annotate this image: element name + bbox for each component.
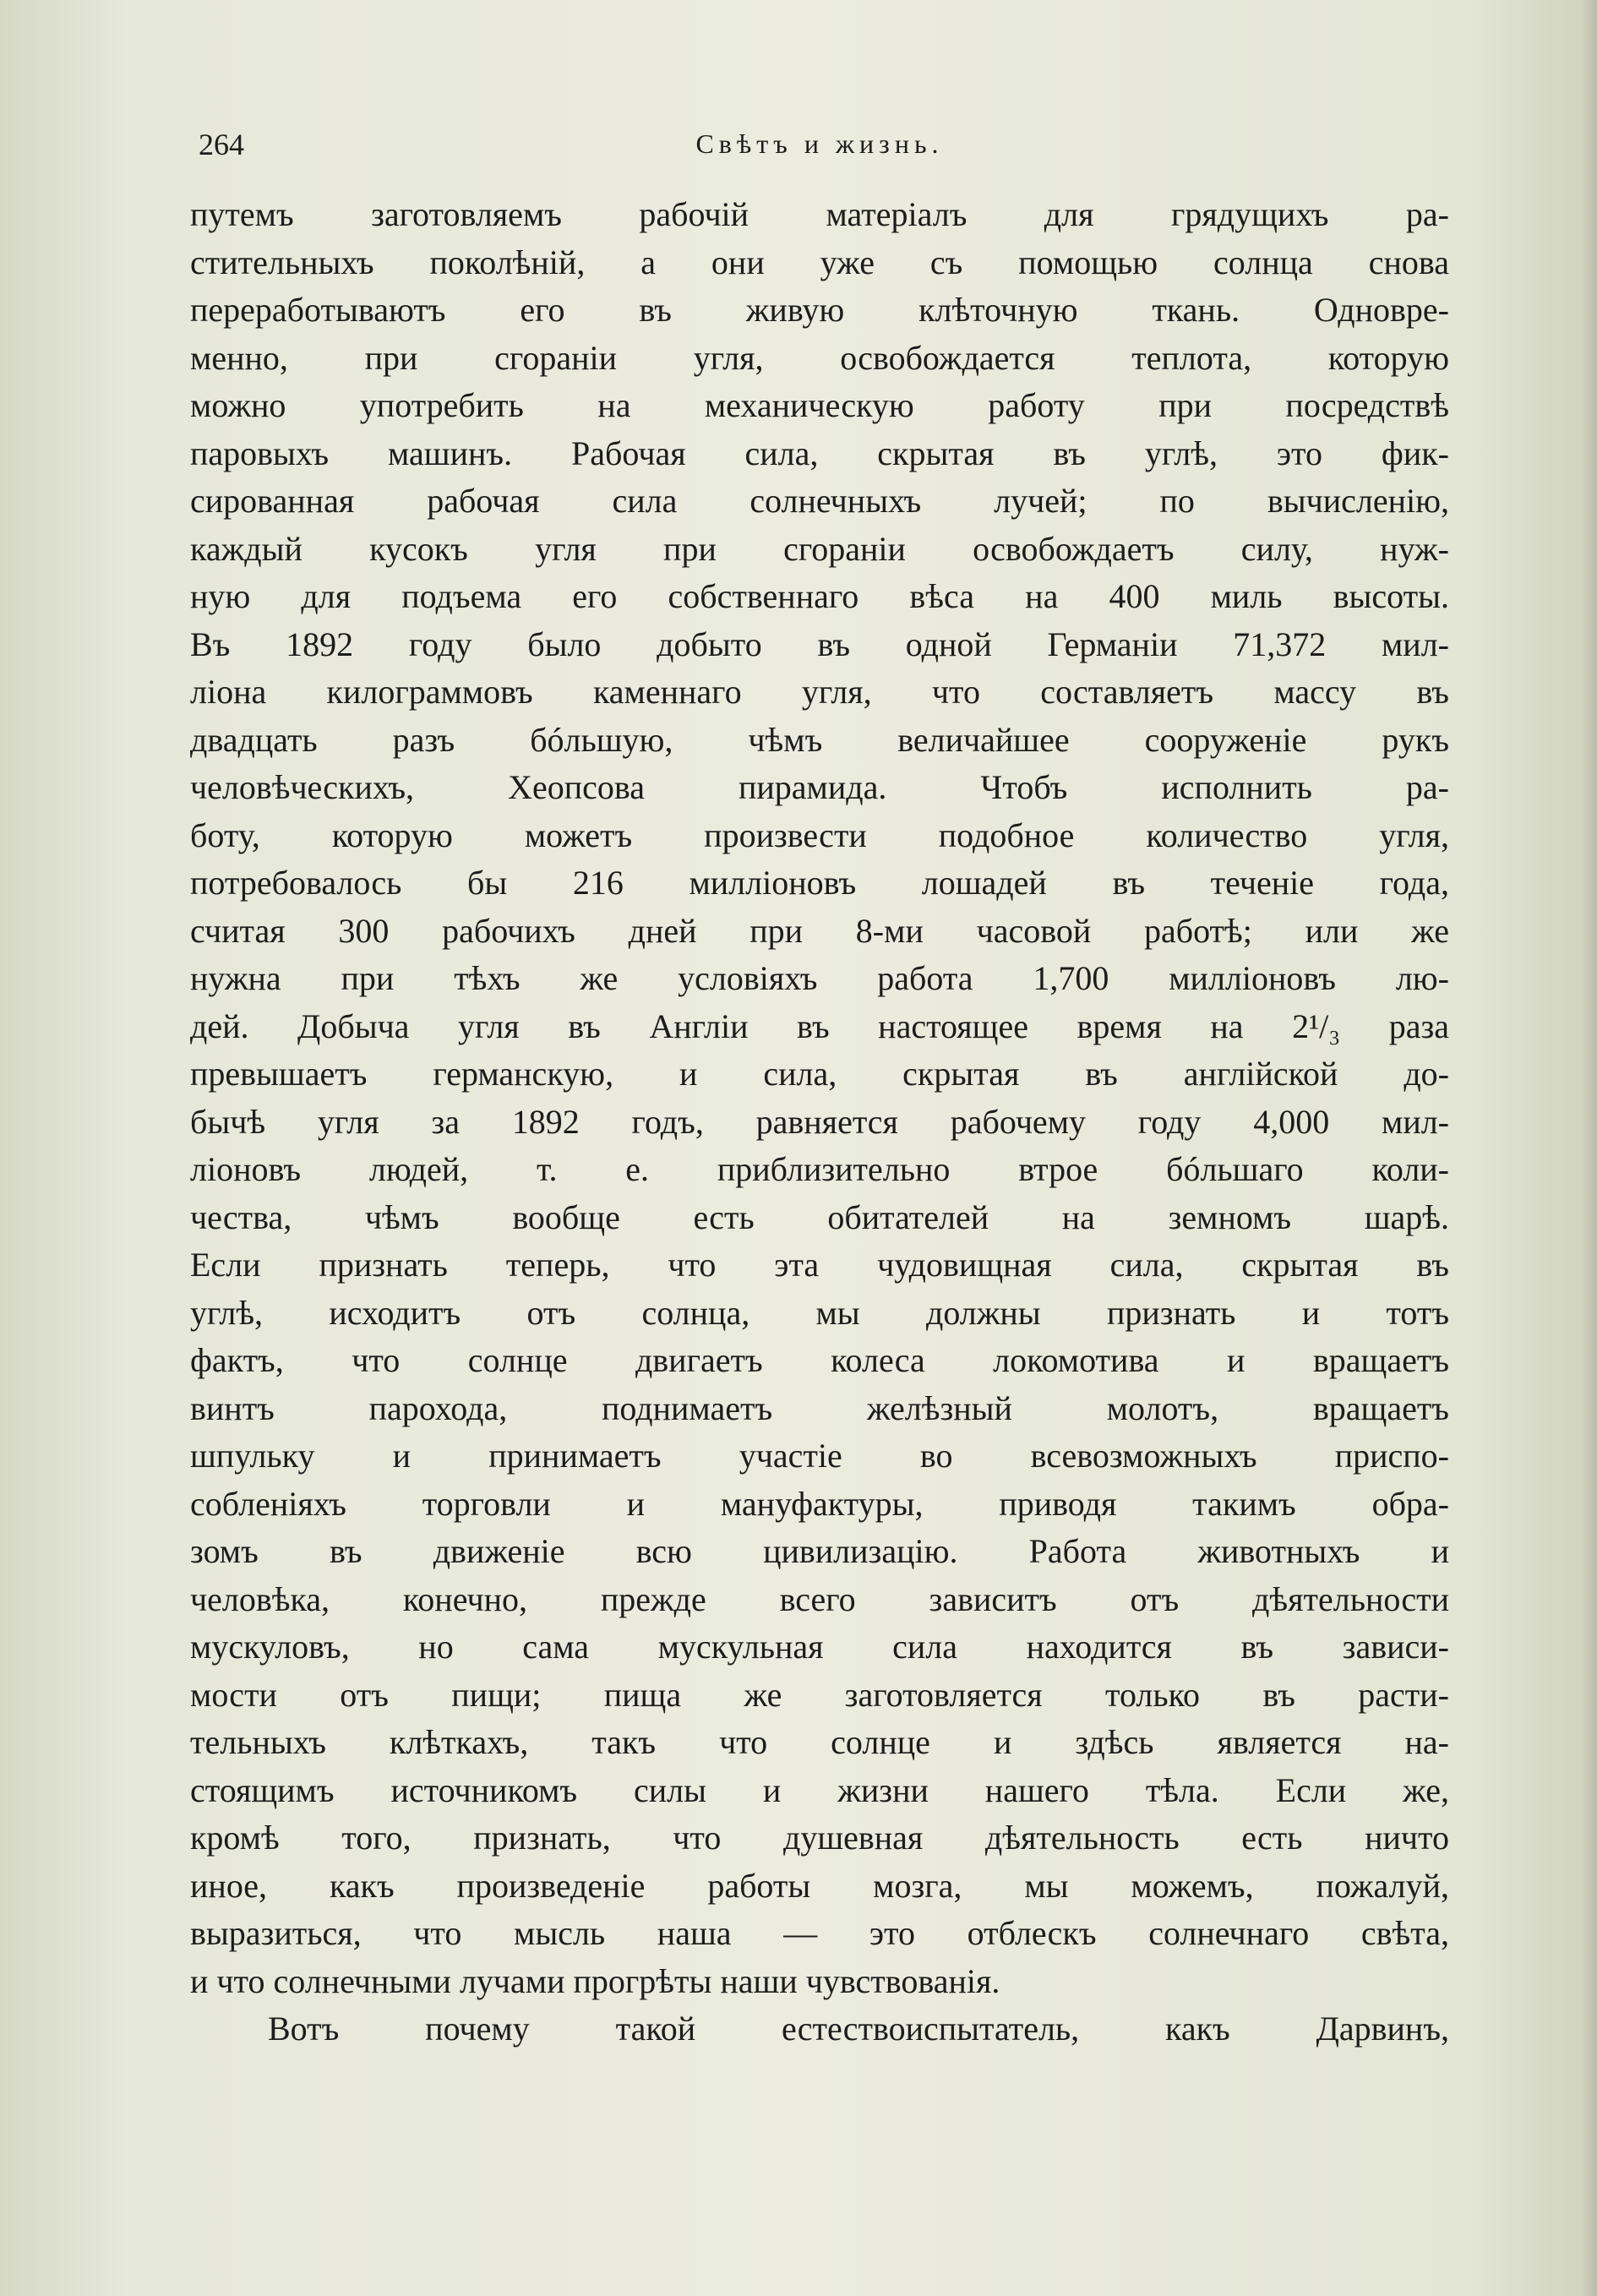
text-line: мости отъ пищи; пища же заготовляется только въ расти- bbox=[190, 1675, 1449, 1714]
text-line: стительныхъ поколѣній, а они уже съ помощью солнца снова bbox=[190, 243, 1449, 281]
text-line: ную для подъема его собственнаго вѣса на 400 миль высоты. bbox=[190, 577, 1449, 615]
text-line: человѣка, конечно, прежде всего зависитъ отъ дѣятельности bbox=[190, 1579, 1449, 1618]
text-line: шпульку и принимаетъ участіе во всевозможныхъ приспо- bbox=[190, 1437, 1449, 1475]
text-line: боту, которую можетъ произвести подобное количество угля, bbox=[190, 815, 1449, 854]
text-line: сированная рабочая сила солнечныхъ лучей; по вычисленію, bbox=[190, 482, 1449, 520]
body-text bbox=[190, 191, 1449, 2053]
text-line: паровыхъ машинъ. Рабочая сила, скрытая въ углѣ, это фик- bbox=[190, 434, 1449, 472]
text-line: дей. Добыча угля въ Англіи въ настоящее время на 2¹/₃ раза bbox=[190, 1006, 1449, 1045]
text-line: Если признать теперь, что эта чудовищная сила, скрытая въ bbox=[190, 1246, 1449, 1284]
text-line: выразиться, что мысль наша — это отблескъ солнечнаго свѣта, bbox=[190, 1914, 1449, 1952]
text-line: можно употребить на механическую работу при посредствѣ bbox=[190, 386, 1449, 424]
text-line: стоящимъ источникомъ силы и жизни нашего тѣла. Если же, bbox=[190, 1770, 1449, 1809]
running-head bbox=[199, 127, 1441, 169]
running-title: Свѣтъ и жизнь. bbox=[695, 128, 944, 159]
text-line: собленіяхъ торговли и мануфактуры, приводя такимъ обра- bbox=[190, 1484, 1449, 1523]
text-line: углѣ, исходитъ отъ солнца, мы должны признать и тотъ bbox=[190, 1293, 1449, 1332]
text-line: иное, какъ произведеніе работы мозга, мы можемъ, пожалуй, bbox=[190, 1866, 1449, 1905]
text-line: потребовалось бы 216 милліоновъ лошадей въ теченіе года, bbox=[190, 864, 1449, 902]
text-line: переработываютъ его въ живую клѣточную ткань. Одновре- bbox=[190, 291, 1449, 329]
paragraph-end-line: и что солнечными лучами прогрѣты наши чувствованія. bbox=[190, 1961, 1000, 2000]
page-number: 264 bbox=[199, 128, 244, 161]
text-line: путемъ заготовляемъ рабочій матеріалъ для грядущихъ ра- bbox=[190, 195, 1449, 233]
text-line: превышаетъ германскую, и сила, скрытая въ англійской до- bbox=[190, 1055, 1449, 1093]
text-line: тельныхъ клѣткахъ, такъ что солнце и здѣсь является на- bbox=[190, 1723, 1449, 1761]
text-line: менно, при сгораніи угля, освобождается теплота, которую bbox=[190, 338, 1449, 377]
text-line: Въ 1892 году было добыто въ одной Германіи 71,372 мил- bbox=[190, 624, 1449, 663]
text-line: двадцать разъ бóльшую, чѣмъ величайшее сооруженіе рукъ bbox=[190, 720, 1449, 759]
text-line: считая 300 рабочихъ дней при 8-ми часовой работѣ; или же bbox=[190, 911, 1449, 950]
text-line: чества, чѣмъ вообще есть обитателей на земномъ шарѣ. bbox=[190, 1197, 1449, 1236]
text-line: кромѣ того, признать, что душевная дѣятельность есть ничто bbox=[190, 1819, 1449, 1857]
text-line: мускуловъ, но сама мускульная сила находится въ зависи- bbox=[190, 1628, 1449, 1666]
text-line: ліоновъ людей, т. е. приблизительно втрое бóльшаго коли- bbox=[190, 1150, 1449, 1188]
text-line: каждый кусокъ угля при сгораніи освобождаетъ силу, нуж- bbox=[190, 529, 1449, 568]
page-edge-shadow bbox=[1582, 0, 1597, 2296]
text-line: бычѣ угля за 1892 годъ, равняется рабочему году 4,000 мил- bbox=[190, 1102, 1449, 1141]
text-line: человѣческихъ, Хеопсова пирамида. Чтобъ исполнить ра- bbox=[190, 768, 1449, 806]
text-line: зомъ въ движеніе всю цивилизацію. Работа животныхъ и bbox=[190, 1532, 1449, 1570]
text-line: винтъ парохода, поднимаетъ желѣзный молотъ, вращаетъ bbox=[190, 1388, 1449, 1427]
text-line: нужна при тѣхъ же условіяхъ работа 1,700 милліоновъ лю- bbox=[190, 959, 1449, 997]
text-line: фактъ, что солнце двигаетъ колеса локомотива и вращаетъ bbox=[190, 1341, 1449, 1379]
paragraph-start-line: Вотъ почему такой естествоиспытатель, какъ Дарвинъ, bbox=[268, 2010, 1449, 2048]
text-line: ліона килограммовъ каменнаго угля, что составляетъ массу въ bbox=[190, 673, 1449, 711]
